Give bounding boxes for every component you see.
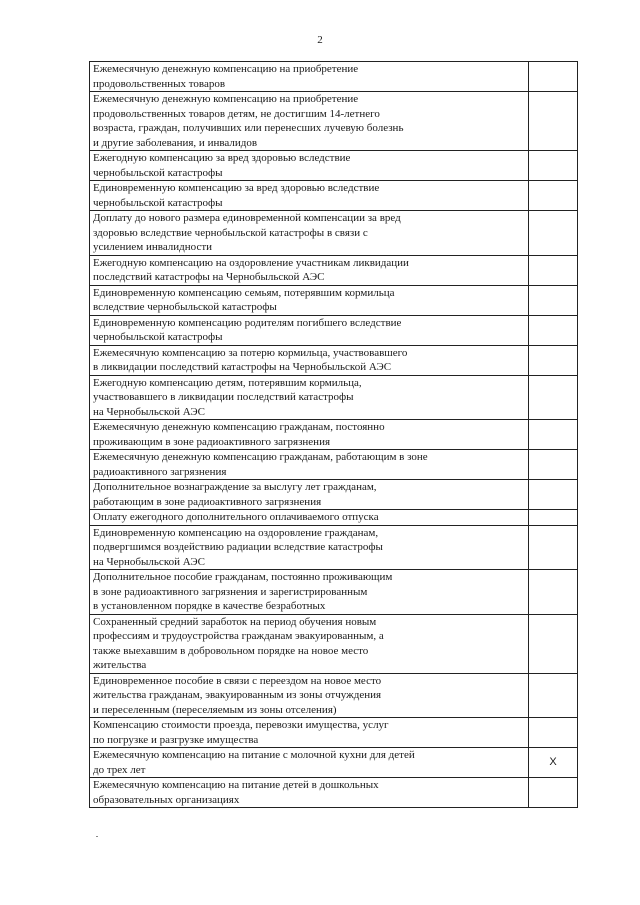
selection-mark-cell: X (529, 748, 578, 778)
benefit-description: Ежемесячную денежную компенсацию на приобретение продовольственных товаров детям, не достигшим 14-летнего возраста, граждан, получивших или перенесших лучевую болезнь и другие заболевания, и инвалидов (90, 92, 529, 151)
benefit-description: Ежегодную компенсацию за вред здоровью вследствие чернобыльской катастрофы (90, 151, 529, 181)
table-row (90, 510, 578, 526)
benefit-description: Ежемесячную денежную компенсацию на приобретение продовольственных товаров (90, 62, 529, 92)
selection-mark-cell (529, 151, 578, 181)
selection-mark-cell (529, 673, 578, 718)
table-row (90, 181, 578, 211)
benefit-description: Ежемесячную денежную компенсацию гражданам, постоянно проживающим в зоне радиоактивного загрязнения (90, 420, 529, 450)
page-number: 2 (317, 34, 323, 46)
benefit-description: Единовременную компенсацию семьям, потерявшим кормильца вследствие чернобыльской катастрофы (90, 285, 529, 315)
table-row (90, 480, 578, 510)
compensation-table (89, 61, 578, 808)
benefit-description: Ежегодную компенсацию детям, потерявшим кормильца, участвовавшего в ликвидации последствий катастрофы на Чернобыльской АЭС (90, 375, 529, 420)
selection-mark-cell (529, 614, 578, 673)
table-row (90, 570, 578, 615)
table-row (90, 315, 578, 345)
table-row (90, 614, 578, 673)
table-row (90, 375, 578, 420)
table-row (90, 420, 578, 450)
benefit-description: Компенсацию стоимости проезда, перевозки имущества, услуг по погрузке и разгрузке имущества (90, 718, 529, 748)
table-row (90, 151, 578, 181)
selection-mark-cell (529, 345, 578, 375)
selection-mark-cell (529, 181, 578, 211)
table-row (90, 211, 578, 256)
benefit-description: Дополнительное пособие гражданам, постоянно проживающим в зоне радиоактивного загрязнения и зарегистрированным в установленном порядке в качестве безработных (90, 570, 529, 615)
selection-mark-cell (529, 450, 578, 480)
table-row (90, 345, 578, 375)
benefit-description: Единовременную компенсацию родителям погибшего вследствие чернобыльской катастрофы (90, 315, 529, 345)
table-row (90, 285, 578, 315)
scan-artifact (96, 836, 98, 837)
selection-mark-cell (529, 92, 578, 151)
selection-mark-cell (529, 420, 578, 450)
table-row (90, 673, 578, 718)
table-body (90, 62, 578, 808)
benefit-description: Сохраненный средний заработок на период обучения новым профессиям и трудоустройства гражданам эвакуированным, а также выехавшим в добровольном порядке на новое место жительства (90, 614, 529, 673)
table-row (90, 718, 578, 748)
selection-mark-cell (529, 570, 578, 615)
benefit-description: Дополнительное вознаграждение за выслугу лет гражданам, работающим в зоне радиоактивного загрязнения (90, 480, 529, 510)
benefit-description: Ежемесячную компенсацию на питание детей в дошкольных образовательных организациях (90, 778, 529, 808)
table-row (90, 255, 578, 285)
benefit-description: Ежегодную компенсацию на оздоровление участникам ликвидации последствий катастрофы на Чернобыльской АЭС (90, 255, 529, 285)
table-row (90, 450, 578, 480)
benefit-description: Единовременное пособие в связи с переездом на новое место жительства гражданам, эвакуированным из зоны отчуждения и переселенным (переселяемым из зоны отселения) (90, 673, 529, 718)
table-row (90, 778, 578, 808)
selection-mark-cell (529, 62, 578, 92)
benefit-description: Ежемесячную денежную компенсацию гражданам, работающим в зоне радиоактивного загрязнения (90, 450, 529, 480)
selection-mark-cell (529, 778, 578, 808)
selection-mark-cell (529, 255, 578, 285)
benefit-description: Ежемесячную компенсацию на питание с молочной кухни для детей до трех лет (90, 748, 529, 778)
selection-mark-cell (529, 211, 578, 256)
benefit-description: Ежемесячную компенсацию за потерю кормильца, участвовавшего в ликвидации последствий катастрофы на Чернобыльской АЭС (90, 345, 529, 375)
benefit-description: Единовременную компенсацию на оздоровление гражданам, подвергшимся воздействию радиации вследствие катастрофы на Чернобыльской АЭС (90, 525, 529, 570)
table-row (90, 748, 578, 778)
selection-mark-cell (529, 480, 578, 510)
selection-mark-cell (529, 718, 578, 748)
table-row (90, 92, 578, 151)
selection-mark-cell (529, 285, 578, 315)
selection-mark-cell (529, 375, 578, 420)
table-row (90, 525, 578, 570)
benefit-description: Оплату ежегодного дополнительного оплачиваемого отпуска (90, 510, 529, 526)
selection-mark-cell (529, 525, 578, 570)
table-row (90, 62, 578, 92)
selection-mark-cell (529, 510, 578, 526)
benefit-description: Единовременную компенсацию за вред здоровью вследствие чернобыльской катастрофы (90, 181, 529, 211)
benefit-description: Доплату до нового размера единовременной компенсации за вред здоровью вследствие чернобыльской катастрофы в связи с усилением инвалидности (90, 211, 529, 256)
selection-mark-cell (529, 315, 578, 345)
